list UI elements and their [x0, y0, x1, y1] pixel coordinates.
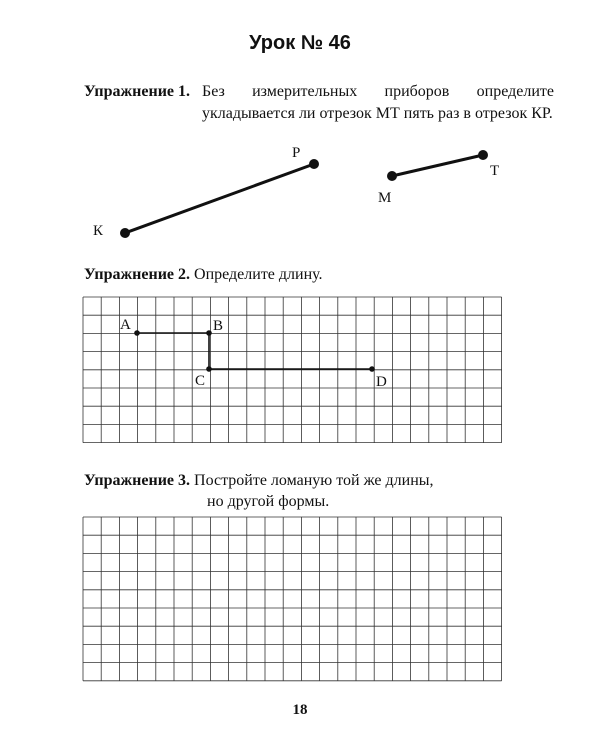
- point-a-label: A: [120, 317, 131, 333]
- point-c: [206, 366, 212, 372]
- exercise-3-grid: [83, 517, 502, 681]
- point-k-label: К: [93, 223, 104, 239]
- point-k: [120, 228, 130, 238]
- point-b-label: B: [213, 318, 224, 334]
- point-t-label: Т: [490, 163, 500, 179]
- point-t: [478, 150, 488, 160]
- exercise-1-text: Без измерительных приборов определите укладывается ли отрезок МТ пять раз в отрезок КР.: [202, 83, 554, 122]
- point-c-label: C: [195, 373, 206, 389]
- exercise-2-label: Упражнение 2.: [84, 266, 191, 283]
- point-m: [387, 171, 397, 181]
- point-p-label: Р: [292, 145, 301, 161]
- polyline-abcd: [137, 333, 372, 369]
- exercise-2-text: Определите длину.: [194, 266, 323, 283]
- point-d: [369, 366, 375, 372]
- exercise-1-label: Упражнение 1.: [84, 83, 191, 100]
- point-a: [134, 330, 140, 336]
- point-d-label: D: [376, 374, 387, 390]
- page-number: 18: [292, 702, 308, 718]
- lesson-title: Урок № 46: [249, 32, 351, 54]
- exercise-2-polyline: [120, 317, 387, 390]
- segment-mt-line: [392, 155, 483, 176]
- point-m-label: М: [378, 190, 392, 206]
- exercise-3-label: Упражнение 3.: [84, 472, 191, 489]
- segment-mt: [378, 150, 499, 206]
- segment-kp-line: [125, 164, 314, 233]
- exercise-3-text-line2: но другой формы.: [207, 493, 330, 510]
- segment-kp: [93, 145, 319, 239]
- point-p: [309, 159, 319, 169]
- point-b: [206, 330, 212, 336]
- exercise-3-text-line1: Постройте ломаную той же длины,: [194, 472, 434, 489]
